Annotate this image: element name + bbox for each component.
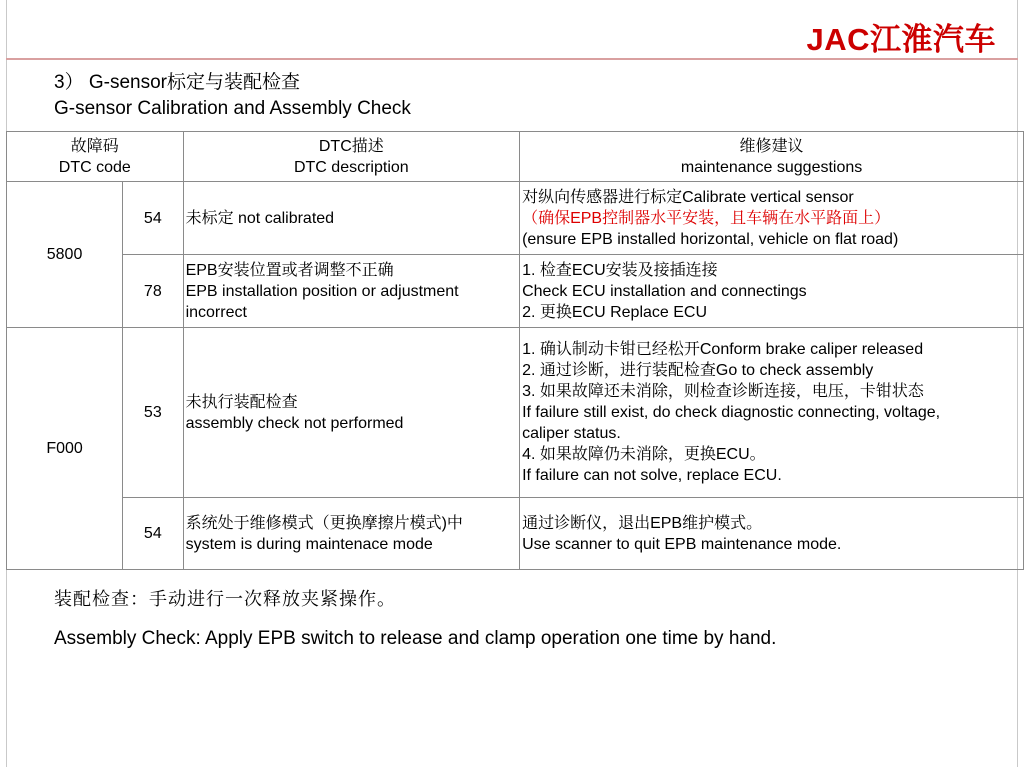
desc-line: 未标定 not calibrated bbox=[185, 209, 335, 227]
table-row bbox=[7, 255, 1024, 328]
dtc-description-cell bbox=[183, 498, 520, 570]
suggest-line: Check ECU installation and connectings bbox=[522, 282, 807, 300]
suggest-line: If failure can not solve, replace ECU. bbox=[522, 467, 782, 484]
header-dtc-code-cn: 故障码 bbox=[70, 137, 119, 155]
table-row bbox=[7, 328, 1024, 498]
suggest-line: Use scanner to quit EPB maintenance mode. bbox=[522, 535, 842, 553]
maintenance-suggestion-cell bbox=[520, 328, 1024, 498]
dtc-subcode-cell: 78 bbox=[123, 255, 183, 328]
desc-line: system is during maintenace mode bbox=[185, 535, 433, 553]
suggest-line: caliper status. bbox=[522, 425, 621, 442]
suggest-line: (ensure EPB installed horizontal, vehicle on flat road) bbox=[522, 230, 899, 248]
desc-line: 未执行装配检查 bbox=[185, 393, 298, 411]
header-dtc-desc-cn: DTC描述 bbox=[318, 137, 384, 155]
section-title-cn: 3） G-sensor标定与装配检查 bbox=[54, 72, 300, 93]
desc-line: assembly check not performed bbox=[185, 414, 404, 432]
header-dtc-code bbox=[7, 132, 184, 182]
header-dtc-code-en: DTC code bbox=[58, 158, 131, 176]
suggest-line: If failure still exist, do check diagnostic connecting, voltage, bbox=[522, 404, 941, 421]
dtc-subcode-cell: 54 bbox=[123, 498, 183, 570]
header-maintenance-suggestions bbox=[520, 132, 1024, 182]
dtc-description-cell bbox=[183, 182, 520, 255]
maintenance-suggestion-cell bbox=[520, 255, 1024, 328]
suggest-line: 4. 如果故障仍未消除，更换ECU。 bbox=[522, 446, 766, 463]
suggest-line: 2. 通过诊断，进行装配检查Go to check assembly bbox=[522, 362, 874, 379]
dtc-description-cell bbox=[183, 255, 520, 328]
suggest-line: 2. 更换ECU Replace ECU bbox=[522, 303, 708, 321]
assembly-note-cn: 装配检查：手动进行一次释放夹紧操作。 bbox=[54, 589, 396, 609]
header-maint-cn: 维修建议 bbox=[739, 137, 804, 155]
brand-logo: JAC江淮汽车 bbox=[806, 22, 996, 57]
dtc-subcode-cell: 53 bbox=[123, 328, 183, 498]
section-title-en: G-sensor Calibration and Assembly Check bbox=[54, 98, 411, 119]
assembly-note-en: Assembly Check: Apply EPB switch to release and clamp operation one time by hand. bbox=[54, 628, 777, 649]
suggest-line: 对纵向传感器进行标定Calibrate vertical sensor bbox=[522, 188, 854, 206]
table-row bbox=[7, 498, 1024, 570]
maintenance-suggestion-cell bbox=[520, 182, 1024, 255]
desc-line: 系统处于维修模式（更换摩擦片模式)中 bbox=[185, 514, 463, 532]
suggest-line: 1. 确认制动卡钳已经松开Conform brake caliper released bbox=[522, 341, 924, 358]
dtc-subcode-cell: 54 bbox=[123, 182, 183, 255]
dtc-code-cell: 5800 bbox=[7, 182, 123, 328]
header-dtc-desc-en: DTC description bbox=[293, 158, 409, 176]
maintenance-suggestion-cell bbox=[520, 498, 1024, 570]
table-header-row bbox=[7, 132, 1024, 182]
section-heading bbox=[54, 70, 411, 122]
desc-line: incorrect bbox=[185, 303, 247, 321]
suggest-line: 1. 检查ECU安装及接插连接 bbox=[522, 261, 718, 279]
desc-line: EPB installation position or adjustment bbox=[185, 282, 459, 300]
desc-line: EPB安装位置或者调整不正确 bbox=[185, 261, 394, 279]
header-dtc-description bbox=[183, 132, 520, 182]
dtc-description-cell bbox=[183, 328, 520, 498]
table-row bbox=[7, 182, 1024, 255]
suggest-line: 3. 如果故障还未消除，则检查诊断连接，电压，卡钳状态 bbox=[522, 383, 924, 400]
dtc-table bbox=[6, 131, 1024, 570]
suggest-line: 通过诊断仪，退出EPB维护模式。 bbox=[522, 514, 763, 532]
header-maint-en: maintenance suggestions bbox=[680, 158, 863, 176]
dtc-code-cell: F000 bbox=[7, 328, 123, 570]
suggest-line-warning: （确保EPB控制器水平安装，且车辆在水平路面上） bbox=[522, 209, 891, 227]
